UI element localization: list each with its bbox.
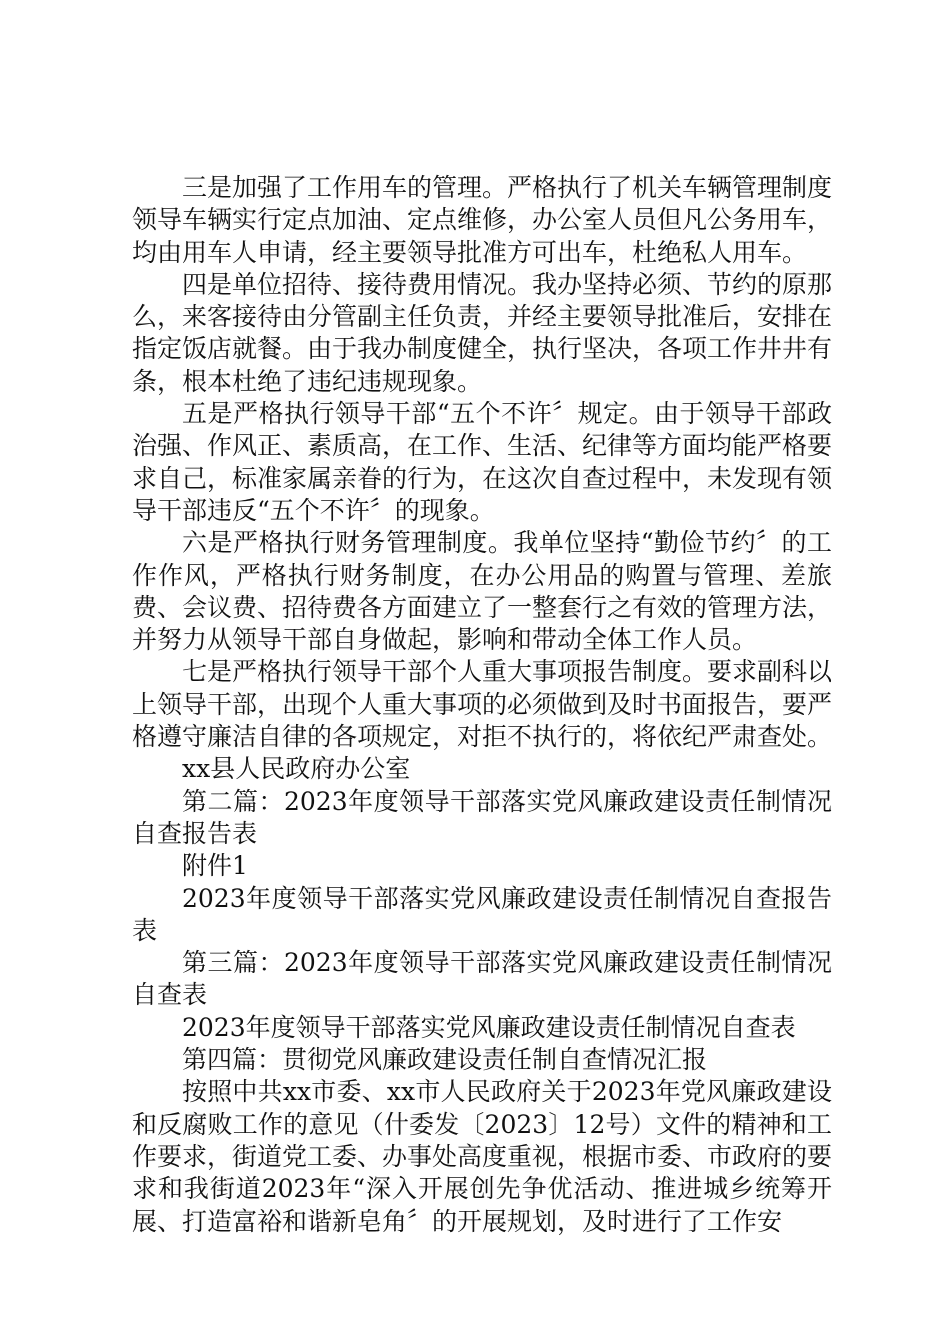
section-heading-part-two: 第二篇：2023年度领导干部落实党风廉政建设责任制情况自查报告表: [132, 786, 832, 848]
form-title-self-check: 2023年度领导干部落实党风廉政建设责任制情况自查表: [182, 1012, 796, 1042]
paragraph-reception-expenses: 四是单位招待、接待费用情况。我办坚持必须、节约的原那么，来客接待由分管副主任负责，并经主要领导批准后，安排在指定饭店就餐。由于我办制度健全，执行坚决，各项工作井井有条，根本杜绝了违纪违规现象。: [132, 269, 833, 396]
section-heading-part-three: 第三篇：2023年度领导干部落实党风廉政建设责任制情况自查表: [132, 948, 832, 1010]
section-heading-part-four: 第四篇：贯彻党风廉政建设责任制自查情况汇报: [182, 1045, 708, 1075]
attachment-label: 附件1: [182, 851, 248, 881]
paragraph-financial-management: 六是严格执行财务管理制度。我单位坚持“勤俭节约〞的工作作风，严格执行财务制度，在办公用品的购置与管理、差旅费、会议费、招待费各方面建立了一整套行之有效的管理方法，并努力从领导干部自身做起，影响和带动全体工作人员。: [132, 528, 833, 655]
paragraph-five-prohibitions: 五是严格执行领导干部“五个不许〞规定。由于领导干部政治强、作风正、素质高，在工作、生活、纪律等方面均能严格要求自己，标准家属亲眷的行为，在这次自查过程中，未发现有领导干部违反“五个不许〞的现象。: [132, 399, 833, 525]
paragraph-vehicle-management: 三是加强了工作用车的管理。严格执行了机关车辆管理制度领导车辆实行定点加油、定点维修，办公室人员但凡公务用车，均由用车人申请，经主要领导批准方可出车，杜绝私人用车。: [132, 173, 833, 267]
paragraph-personal-matters-report: 七是严格执行领导干部个人重大事项报告制度。要求副科以上领导干部，出现个人重大事项的必须做到及时书面报告，要严格遵守廉洁自律的各项规定，对拒不执行的，将依纪严肃查处。: [132, 657, 833, 752]
form-title-self-report: 2023年度领导干部落实党风廉政建设责任制情况自查报告表: [132, 883, 832, 945]
document-body: [132, 172, 832, 1238]
signature-office: xx县人民政府办公室: [182, 754, 411, 784]
paragraph-street-work-report: 按照中共xx市委、xx市人民政府关于2023年党风廉政建设和反腐败工作的意见（什委发〔2023〕12号）文件的精神和工作要求，街道党工委、办事处高度重视，根据市委、市政府的要求和我街道2023年“深入开展创先争优活动、推进城乡统筹开展、打造富裕和谐新皂角〞的开展规划，及时进行了工作安: [132, 1077, 833, 1236]
